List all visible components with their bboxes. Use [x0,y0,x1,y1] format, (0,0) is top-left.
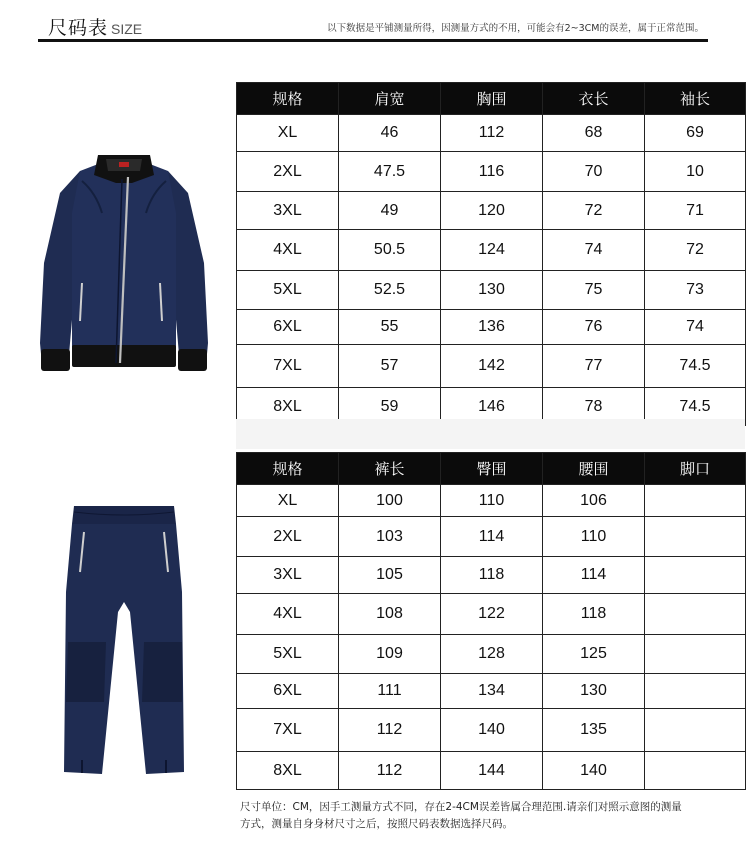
col-header-shoulder: 肩宽 [339,83,441,115]
size-label-cell: 5XL [237,635,339,674]
page-title [48,13,142,40]
table-row [237,152,746,192]
table-row [237,517,746,557]
value-cell [645,709,746,752]
title-cn: 尺码表 [48,17,109,39]
value-cell: 118 [543,594,645,635]
value-cell: 74 [645,310,746,345]
size-label-cell: 3XL [237,192,339,230]
col-header-sleeve: 袖长 [645,83,746,115]
col-header-waist: 腰围 [543,453,645,485]
size-label-cell: 6XL [237,310,339,345]
table-row [237,635,746,674]
value-cell: 105 [339,557,441,594]
value-cell: 46 [339,115,441,152]
table-header-row [237,83,746,115]
value-cell: 110 [441,485,543,517]
size-label-cell: 7XL [237,345,339,388]
value-cell: 109 [339,635,441,674]
value-cell [645,485,746,517]
value-cell: 50.5 [339,230,441,271]
value-cell: 146 [441,388,543,426]
table-row [237,752,746,790]
value-cell: 130 [543,674,645,709]
value-cell: 76 [543,310,645,345]
measurement-note: 以下数据是平铺测量所得，因测量方式的不用，可能会有2~3CM的误差，属于正常范围。 [327,23,704,34]
col-header-leg-opening: 脚口 [645,453,746,485]
size-label-cell: 8XL [237,388,339,426]
table-row [237,310,746,345]
table-row [237,271,746,310]
value-cell: 112 [441,115,543,152]
table-row [237,594,746,635]
table-row [237,192,746,230]
col-header-pant-length: 裤长 [339,453,441,485]
value-cell: 120 [441,192,543,230]
col-header-length: 衣长 [543,83,645,115]
size-label-cell: 5XL [237,271,339,310]
footer-line-2: 方式，测量自身身材尺寸之后，按照尺码表数据选择尺码。 [240,818,513,830]
value-cell: 100 [339,485,441,517]
value-cell: 106 [543,485,645,517]
size-label-cell: 8XL [237,752,339,790]
value-cell: 55 [339,310,441,345]
value-cell: 114 [441,517,543,557]
table-row [237,230,746,271]
section-spacer [236,419,745,449]
value-cell [645,594,746,635]
value-cell [645,517,746,557]
value-cell: 124 [441,230,543,271]
value-cell: 73 [645,271,746,310]
value-cell [645,635,746,674]
value-cell: 118 [441,557,543,594]
size-label-cell: 4XL [237,594,339,635]
value-cell: 103 [339,517,441,557]
title-en: SIZE [111,21,143,37]
value-cell: 140 [543,752,645,790]
value-cell: 114 [543,557,645,594]
value-cell: 142 [441,345,543,388]
value-cell: 72 [645,230,746,271]
table-row [237,115,746,152]
value-cell: 78 [543,388,645,426]
header-divider [38,39,708,42]
size-label-cell: XL [237,115,339,152]
value-cell: 70 [543,152,645,192]
value-cell: 130 [441,271,543,310]
table-row [237,709,746,752]
col-header-chest: 胸围 [441,83,543,115]
value-cell: 71 [645,192,746,230]
value-cell: 135 [543,709,645,752]
table-row [237,345,746,388]
value-cell: 10 [645,152,746,192]
col-header-size: 规格 [237,83,339,115]
top-size-table [236,82,746,426]
size-label-cell: 3XL [237,557,339,594]
value-cell: 110 [543,517,645,557]
size-chart-header [38,8,708,42]
value-cell [645,752,746,790]
size-label-cell: 6XL [237,674,339,709]
value-cell: 52.5 [339,271,441,310]
size-label-cell: 4XL [237,230,339,271]
value-cell: 74.5 [645,345,746,388]
value-cell: 140 [441,709,543,752]
jacket-image [36,153,212,377]
size-label-cell: 2XL [237,152,339,192]
value-cell: 108 [339,594,441,635]
value-cell: 59 [339,388,441,426]
table-row [237,557,746,594]
table-row [237,674,746,709]
value-cell: 74 [543,230,645,271]
value-cell: 122 [441,594,543,635]
value-cell: 69 [645,115,746,152]
col-header-size: 规格 [237,453,339,485]
value-cell: 144 [441,752,543,790]
footer-line-1: 尺寸单位：CM，因手工测量方式不同，存在2-4CM误差皆属合理范围.请亲们对照示意图的测量 [240,801,682,813]
col-header-hip: 臀围 [441,453,543,485]
value-cell: 75 [543,271,645,310]
value-cell: 72 [543,192,645,230]
value-cell: 74.5 [645,388,746,426]
value-cell: 134 [441,674,543,709]
value-cell: 112 [339,709,441,752]
value-cell: 112 [339,752,441,790]
value-cell: 57 [339,345,441,388]
table-header-row [237,453,746,485]
size-label-cell: 7XL [237,709,339,752]
value-cell [645,674,746,709]
table-row [237,485,746,517]
value-cell: 111 [339,674,441,709]
footer-note [240,799,730,833]
bottom-size-table [236,452,746,790]
size-label-cell: XL [237,485,339,517]
value-cell: 77 [543,345,645,388]
value-cell: 68 [543,115,645,152]
value-cell: 125 [543,635,645,674]
value-cell [645,557,746,594]
size-label-cell: 2XL [237,517,339,557]
value-cell: 47.5 [339,152,441,192]
value-cell: 128 [441,635,543,674]
value-cell: 136 [441,310,543,345]
pants-image [60,502,188,784]
value-cell: 116 [441,152,543,192]
value-cell: 49 [339,192,441,230]
